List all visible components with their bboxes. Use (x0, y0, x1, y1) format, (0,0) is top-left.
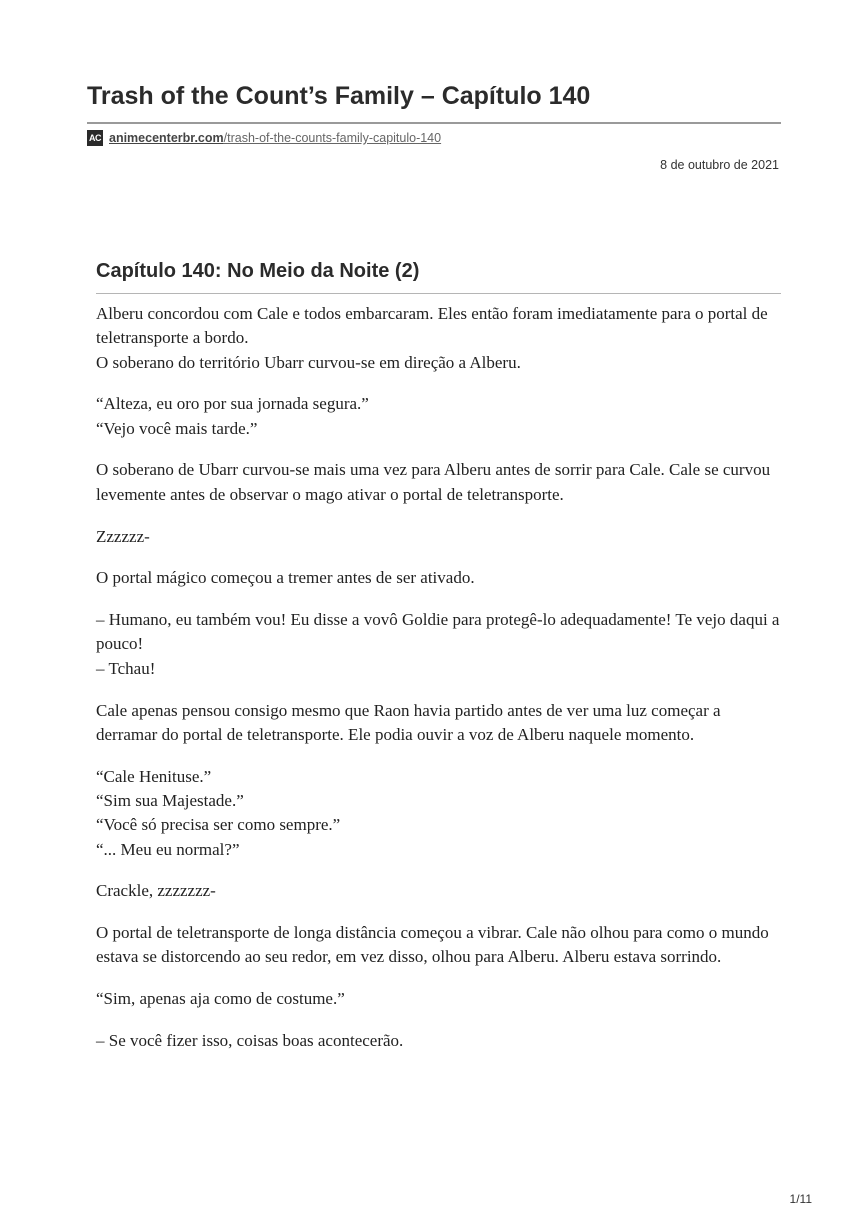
paragraph-line: – Se você fizer isso, coisas boas acontecerão. (96, 1031, 404, 1051)
paragraph-line: “Você só precisa ser como sempre.” (96, 815, 341, 835)
paragraph (96, 921, 786, 970)
article-body (96, 302, 786, 1071)
paragraph-line: O soberano de Ubarr curvou-se mais uma vez para Alberu antes de sorrir para Cale. Cale se curvou levemente antes de observar o mago ativar o portal de teletransporte. (96, 460, 771, 504)
source-link-row[interactable] (87, 130, 441, 146)
paragraph (96, 566, 786, 590)
paragraph (96, 879, 786, 903)
paragraph-line: Zzzzzz- (96, 526, 150, 546)
source-path-link[interactable]: /trash-of-the-counts-family-capitulo-140 (223, 131, 442, 145)
page-title: Trash of the Count’s Family – Capítulo 140 (87, 82, 591, 110)
paragraph-line: “Cale Henituse.” (96, 766, 212, 786)
title-divider (87, 122, 781, 124)
paragraph-line: O portal de teletransporte de longa distância começou a vibrar. Cale não olhou para como o mundo estava se distorcendo ao seu redor, em vez disso, olhou para Alberu. Alberu estava sorrindo. (96, 923, 769, 967)
paragraph (96, 525, 786, 549)
paragraph (96, 458, 786, 507)
paragraph (96, 608, 786, 681)
paragraph-line: O portal mágico começou a tremer antes de ser ativado. (96, 568, 475, 588)
paragraph-line: “Sim, apenas aja como de costume.” (96, 989, 345, 1009)
paragraph (96, 1029, 786, 1053)
paragraph-line: O soberano do território Ubarr curvou-se em direção a Alberu. (96, 352, 521, 372)
paragraph-line: “... Meu eu normal?” (96, 839, 240, 859)
paragraph-line: Alberu concordou com Cale e todos embarcaram. Eles então foram imediatamente para o portal de teletransporte a bordo. (96, 304, 768, 348)
paragraph-line: – Tchau! (96, 658, 156, 678)
paragraph-line: – Humano, eu também vou! Eu disse a vovô Goldie para protegê-lo adequadamente! Te vejo daqui a pouco! (96, 610, 780, 654)
source-domain-link[interactable]: animecenterbr.com (109, 131, 224, 145)
publish-date: 8 de outubro de 2021 (660, 158, 779, 172)
paragraph (96, 392, 786, 441)
paragraph (96, 302, 786, 375)
page-number: 1/11 (789, 1192, 812, 1206)
heading-divider (96, 293, 781, 294)
chapter-heading: Capítulo 140: No Meio da Noite (2) (96, 260, 420, 282)
paragraph-line: “Alteza, eu oro por sua jornada segura.” (96, 394, 369, 414)
paragraph (96, 765, 786, 862)
paragraph-line: “Sim sua Majestade.” (96, 790, 244, 810)
paragraph-line: Cale apenas pensou consigo mesmo que Raon havia partido antes de ver uma luz começar a derramar do portal de teletransporte. Ele podia ouvir a voz de Alberu naquele momento. (96, 700, 721, 744)
paragraph (96, 699, 786, 748)
paragraph-line: Crackle, zzzzzzz- (96, 881, 216, 901)
paragraph-line: “Vejo você mais tarde.” (96, 418, 258, 438)
site-favicon-icon: AC (87, 130, 103, 146)
paragraph (96, 987, 786, 1011)
